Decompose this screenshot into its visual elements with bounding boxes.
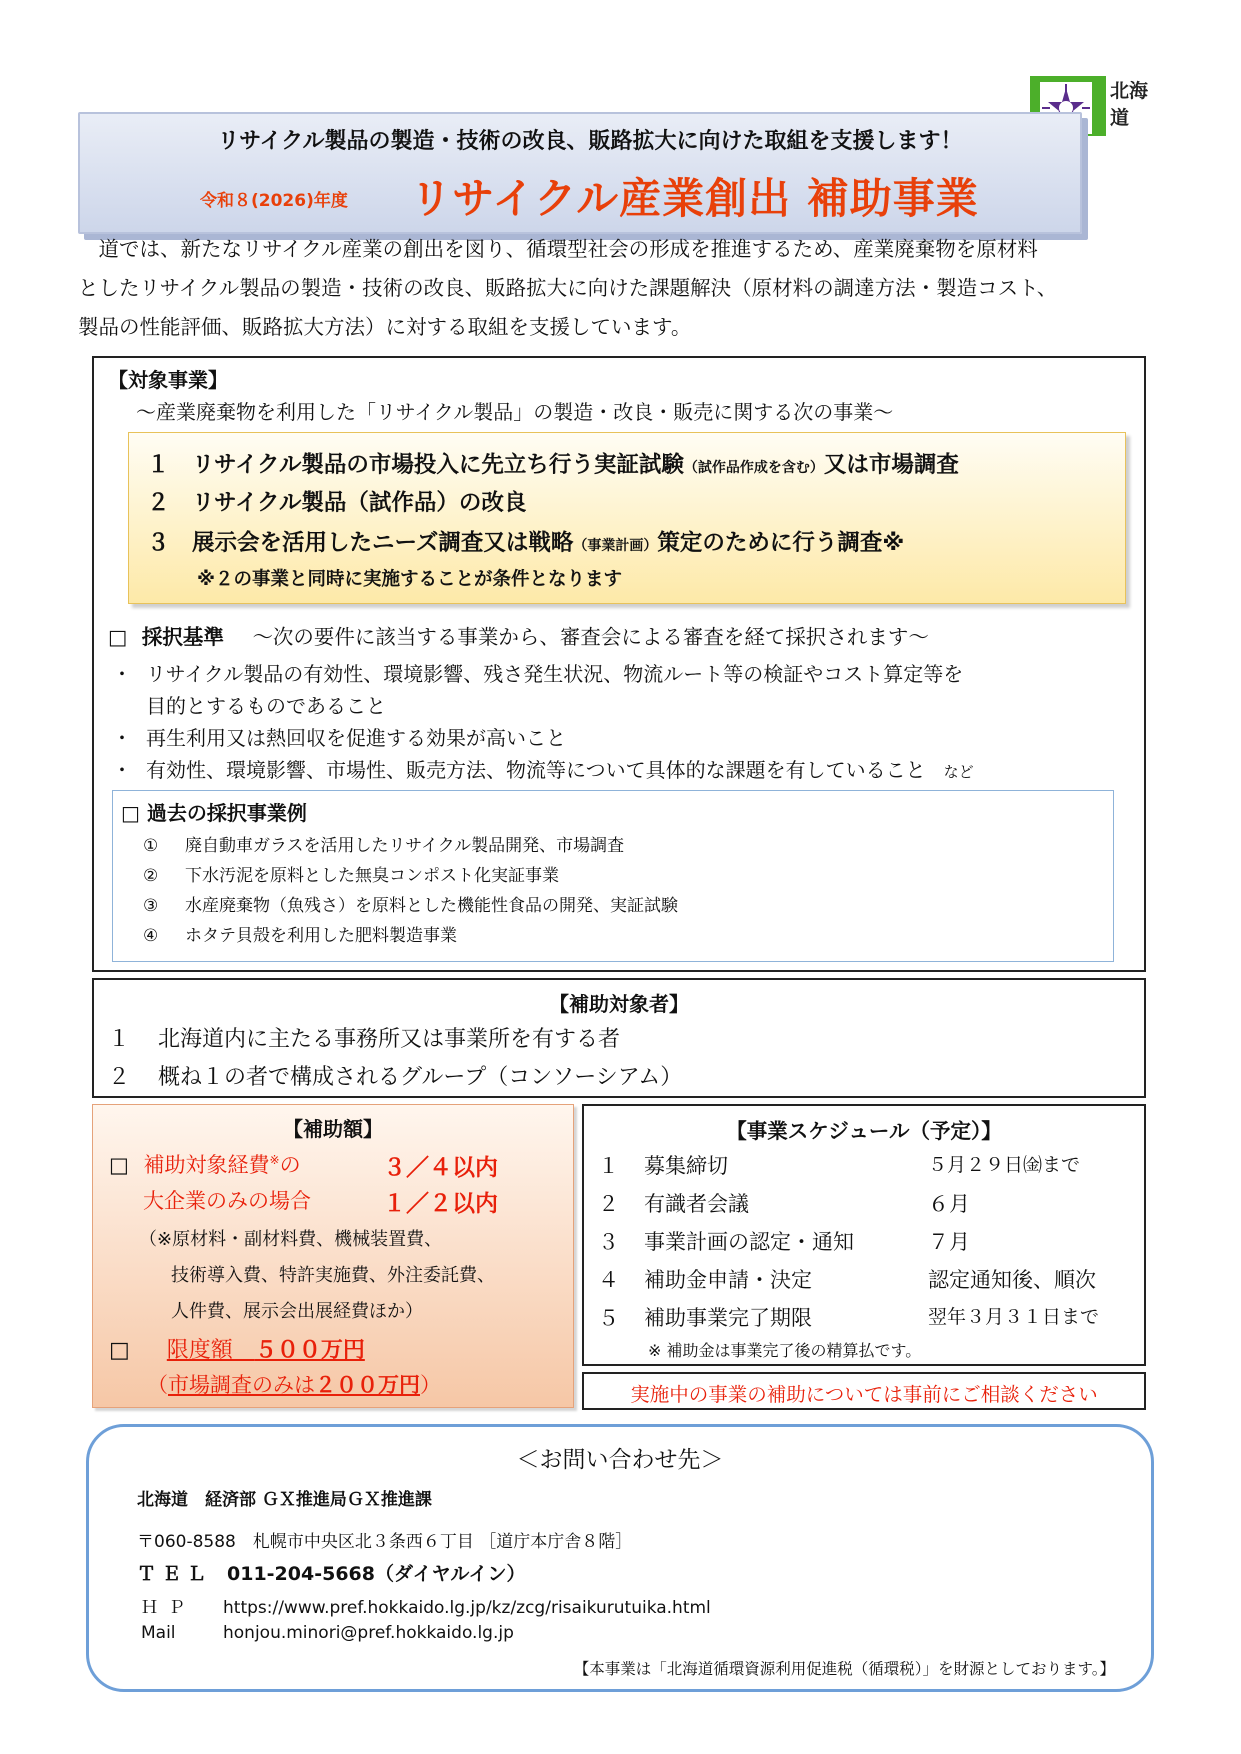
item-label: 補助事業完了期限 <box>644 1306 812 1330</box>
past-example-item <box>143 921 457 946</box>
intro-line: 製品の性能評価、販路拡大方法）に対する取組を支援しています。 <box>78 315 692 339</box>
item-text: 概ね１の者で構成されるグループ（コンソーシアム） <box>158 1065 683 1090</box>
item-date: 翌年３月３１日まで <box>928 1306 1100 1328</box>
target-item-3-end: 策定のために行う調査※ <box>657 530 905 556</box>
criteria-etc: など <box>943 763 974 781</box>
criteria-heading <box>108 620 929 650</box>
checkbox-icon: □ <box>109 1153 129 1177</box>
target-item-1-end: 又は市場調査 <box>823 452 959 478</box>
past-example-item <box>143 861 559 886</box>
limit-label: 限度額 <box>166 1338 255 1363</box>
contact-department: 北海道 経済部 ＧＸ推進局ＧＸ推進課 <box>137 1490 432 1510</box>
eligible-item <box>108 1060 682 1091</box>
schedule-item <box>598 1150 1138 1180</box>
consultation-notice <box>582 1372 1146 1410</box>
contact-tel-line <box>137 1559 525 1586</box>
item-number: ① <box>143 836 159 856</box>
checkbox-icon: □ <box>108 625 128 649</box>
target-item-1-note: （試作品作成を含む） <box>683 460 824 476</box>
consultation-text: 実施中の事業の補助については事前にご相談ください <box>630 1383 1098 1406</box>
criteria-bullet-continuation: 目的とするものであること <box>146 694 386 718</box>
intro-line: としたリサイクル製品の製造・技術の改良、販路拡大に向けた課題解決（原材料の調達方法・製造コスト、 <box>78 276 1058 300</box>
criteria-bullet <box>112 722 566 751</box>
intro-line: 道では、新たなリサイクル産業の創出を図り、循環型社会の形成を推進するため、産業廃棄物を原材料 <box>78 237 1038 261</box>
amount-rate: ３／４以内 <box>383 1155 498 1181</box>
item-text: ホタテ貝殻を利用した肥料製造事業 <box>185 926 457 946</box>
item-number: ２ <box>598 1192 619 1216</box>
funding-note: 【本事業は「北海道循環資源利用促進税（循環税）」を財源としております。】 <box>573 1660 1115 1678</box>
bullet-icon: ・ <box>112 662 132 686</box>
item-number: ２ <box>108 1065 131 1090</box>
amount-large-company-line <box>143 1185 498 1217</box>
amount-note: 人件費、展示会出展経費ほか） <box>171 1301 423 1322</box>
checkbox-icon: □ <box>109 1338 130 1363</box>
item-date: ７月 <box>928 1230 970 1254</box>
criteria-bullet <box>112 658 963 687</box>
contact-section <box>86 1424 1154 1692</box>
target-item-3-main: ３ 展示会を活用したニーズ調査又は戦略 <box>147 530 574 556</box>
item-label: 募集締切 <box>644 1154 728 1178</box>
schedule-item <box>598 1264 1138 1294</box>
schedule-heading: 【事業スケジュール（予定）】 <box>726 1119 1002 1143</box>
banner-subtitle: リサイクル製品の製造・技術の改良、販路拡大に向けた取組を支援します！ <box>217 129 963 154</box>
hp-link[interactable]: https://www.pref.hokkaido.lg.jp/kz/zcg/risaikurutuika.html <box>223 1598 711 1618</box>
item-number: １ <box>108 1027 131 1052</box>
schedule-item <box>598 1302 1138 1332</box>
item-number: １ <box>598 1154 619 1178</box>
market-value: ２００万円 <box>315 1373 420 1397</box>
eligible-applicants-section <box>92 978 1146 1098</box>
amount-note: 技術導入費、特許実施費、外注委託費、 <box>171 1265 495 1286</box>
amount-label-particle: の <box>279 1153 301 1177</box>
subsidy-amount-section <box>92 1104 574 1408</box>
amount-label: 大企業のみの場合 <box>143 1189 311 1213</box>
criteria-bullet-text: 有効性、環境影響、市場性、販売方法、物流等について具体的な課題を有していること <box>146 758 926 782</box>
item-text: 廃自動車ガラスを活用したリサイクル製品開発、市場調査 <box>185 836 625 856</box>
item-text: 北海道内に主たる事務所又は事業所を有する者 <box>158 1027 621 1052</box>
past-examples-box <box>112 790 1114 962</box>
logo-text: 北海道 <box>1110 80 1149 129</box>
item-number: ④ <box>143 926 159 946</box>
target-item-1-main: １ リサイクル製品の市場投入に先立ち行う実証試験 <box>147 452 684 478</box>
header-banner <box>78 112 1082 234</box>
page-title: リサイクル産業創出 補助事業 <box>410 174 979 223</box>
contact-heading: ＜お問い合わせ先＞ <box>516 1447 724 1473</box>
item-number: ② <box>143 866 159 886</box>
target-item-2: ２ リサイクル製品（試作品）の改良 <box>147 490 527 516</box>
target-item-3 <box>147 525 904 557</box>
past-examples-heading: □ 過去の採択事業例 <box>121 801 307 825</box>
criteria-bullet-text: 再生利用又は熱回収を促進する効果が高いこと <box>146 726 566 750</box>
amount-market-line <box>147 1369 441 1399</box>
target-condition-note: ※２の事業と同時に実施することが条件となります <box>197 569 622 590</box>
amount-footnote-mark: ※ <box>269 1153 280 1167</box>
item-text: 水産廃棄物（魚残さ）を原料とした機能性食品の開発、実証試験 <box>185 896 678 916</box>
item-text: 下水汚泥を原料とした無臭コンポスト化実証事業 <box>185 866 559 886</box>
item-label: 補助金申請・決定 <box>644 1268 812 1292</box>
contact-address: 〒060-8588 札幌市中央区北３条西６丁目 ［道庁本庁舎８階］ <box>137 1532 633 1552</box>
eligible-item <box>108 1022 620 1053</box>
tel-label: ＴＥＬ <box>137 1563 213 1585</box>
target-item-3-note: （事業計画） <box>573 538 658 554</box>
paren-close: ） <box>420 1373 441 1397</box>
past-example-item <box>143 891 678 916</box>
contact-mail-line <box>141 1623 514 1643</box>
item-label: 有識者会議 <box>644 1192 749 1216</box>
bullet-icon: ・ <box>112 726 132 750</box>
amount-note: （※原材料・副材料費、機械装置費、 <box>139 1229 443 1250</box>
item-number: ３ <box>598 1230 619 1254</box>
target-items-panel <box>128 432 1126 604</box>
criteria-bullet <box>112 754 974 783</box>
schedule-item <box>598 1188 1138 1218</box>
amount-rate: １／２以内 <box>383 1191 498 1217</box>
target-heading: 【対象事業】 <box>108 368 228 392</box>
market-label: 市場調査のみは <box>168 1373 315 1397</box>
limit-value: ５００万円 <box>254 1338 365 1363</box>
past-example-item <box>143 831 624 856</box>
paren-open: （ <box>147 1373 168 1397</box>
target-subheading: ～産業廃棄物を利用した「リサイクル製品」の製造・改良・販売に関する次の事業～ <box>136 400 894 424</box>
item-date: ５月２９日㈮まで <box>928 1154 1081 1176</box>
item-date: 認定通知後、順次 <box>928 1268 1096 1292</box>
schedule-note: ※ 補助金は事業完了後の精算払です。 <box>648 1341 922 1360</box>
banner-fiscal-year: 令和８(2026)年度 <box>200 191 348 211</box>
target-item-1 <box>147 447 959 479</box>
tel-number[interactable]: 011-204-5668（ダイヤルイン） <box>227 1563 526 1585</box>
target-business-section <box>92 356 1146 972</box>
criteria-bullet-text: リサイクル製品の有効性、環境影響、残さ発生状況、物流ルート等の検証やコスト算定等を <box>146 662 964 686</box>
item-number: ４ <box>598 1268 619 1292</box>
mail-label: Mail <box>141 1623 176 1643</box>
amount-label: 補助対象経費 <box>143 1153 270 1177</box>
schedule-section <box>582 1104 1146 1366</box>
amount-rate-line <box>109 1149 498 1181</box>
amount-limit-line <box>109 1333 365 1364</box>
amount-heading: 【補助額】 <box>283 1117 383 1141</box>
criteria-description: ～次の要件に該当する事業から、審査会による審査を経て採択されます～ <box>252 625 929 649</box>
item-date: ６月 <box>928 1192 970 1216</box>
hp-label: ＨＰ <box>141 1598 195 1618</box>
mail-link[interactable]: honjou.minori@pref.hokkaido.lg.jp <box>223 1623 514 1643</box>
item-number: ５ <box>598 1306 619 1330</box>
bullet-icon: ・ <box>112 758 132 782</box>
intro-paragraph <box>78 230 1178 347</box>
item-label: 事業計画の認定・通知 <box>644 1230 854 1254</box>
eligible-heading: 【補助対象者】 <box>549 992 689 1016</box>
schedule-item <box>598 1226 1138 1256</box>
criteria-label: 採択基準 <box>141 625 224 649</box>
item-number: ③ <box>143 896 159 916</box>
contact-hp-line <box>141 1593 711 1618</box>
